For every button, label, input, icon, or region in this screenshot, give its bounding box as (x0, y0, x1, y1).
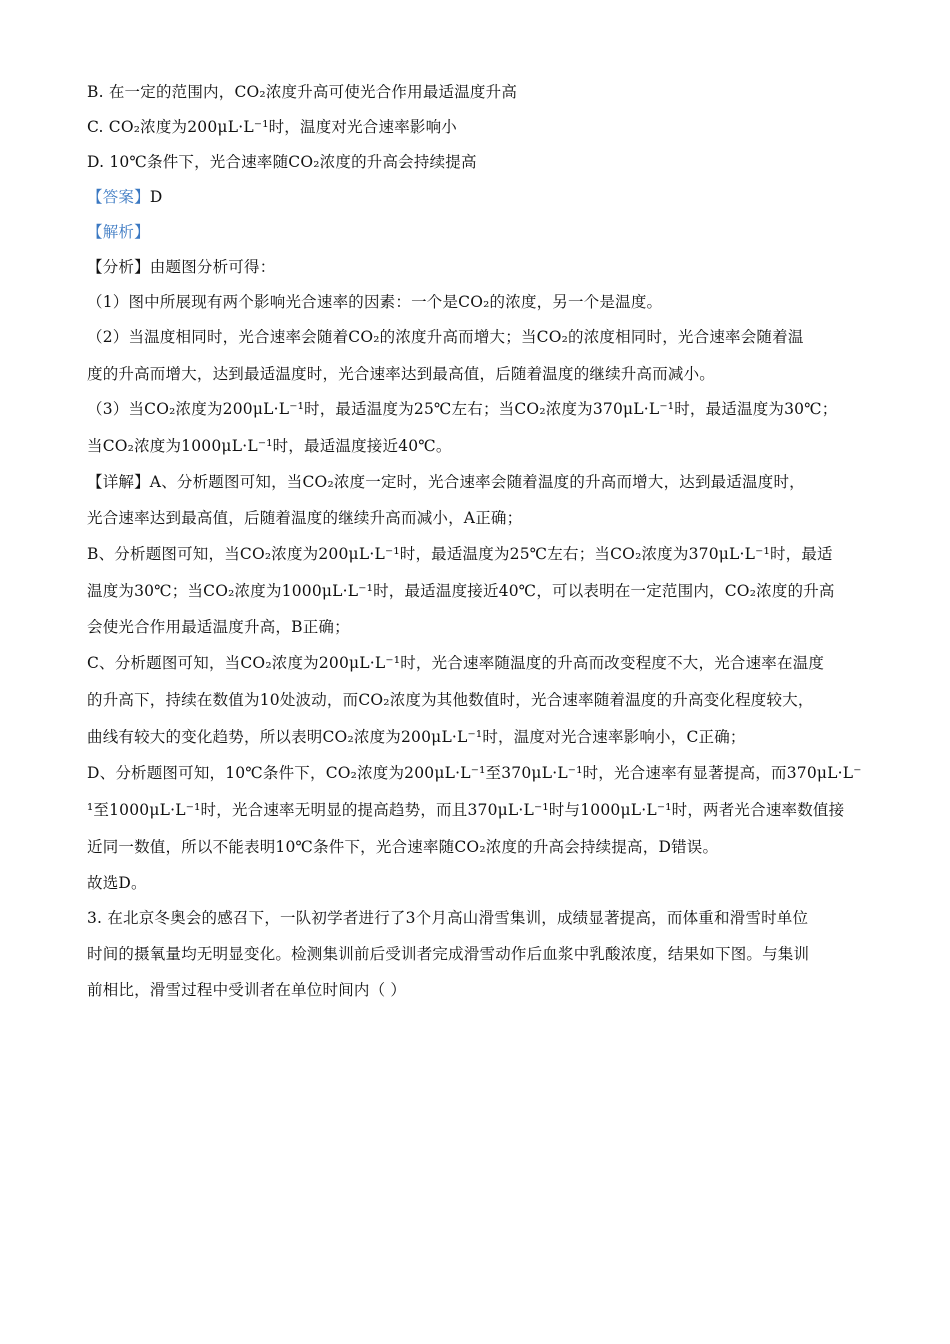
detail-b: B、分析题图可知，当CO₂浓度为200μL·L⁻¹时，最适温度为25℃左右；当CO₂浓度为370μL·L⁻¹时，最适 (87, 545, 833, 563)
detail-a: 【详解】A、分析题图可知，当CO₂浓度一定时，光合速率会随着温度的升高而增大，达到最适温度时， (87, 473, 805, 491)
answer-tag: 【答案】 (87, 188, 150, 206)
detail-b-cont-1: 温度为30℃；当CO₂浓度为1000μL·L⁻¹时，最适温度接近40℃，可以表明在一定范围内，CO₂浓度的升高 (87, 582, 835, 600)
question-3-cont-2: 前相比，滑雪过程中受训者在单位时间内（ ） (87, 981, 407, 999)
option-c: C. CO₂浓度为200μL·L⁻¹时，温度对光合速率影响小 (87, 118, 458, 136)
analysis-point-2-cont: 度的升高而增大，达到最适温度时，光合速率达到最高值，后随着温度的继续升高而减小。 (87, 365, 716, 383)
analysis-point-1: （1）图中所展现有两个影响光合速率的因素：一个是CO₂的浓度，另一个是温度。 (87, 293, 663, 311)
conclusion: 故选D。 (87, 874, 147, 892)
analysis-heading: 【分析】由题图分析可得： (87, 258, 276, 276)
detail-c-cont-2: 曲线有较大的变化趋势，所以表明CO₂浓度为200μL·L⁻¹时，温度对光合速率影响小，C正确； (87, 728, 746, 746)
question-3: 3. 在北京冬奥会的感召下，一队初学者进行了3个月高山滑雪集训，成绩显著提高，而体重和滑雪时单位 (87, 909, 809, 927)
analysis-point-3-cont: 当CO₂浓度为1000μL·L⁻¹时，最适温度接近40℃。 (87, 437, 452, 455)
analysis-tag: 【解析】 (87, 223, 150, 241)
detail-d: D、分析题图可知，10℃条件下，CO₂浓度为200μL·L⁻¹至370μL·L⁻¹时，光合速率有显著提高，而370μL·L⁻ (87, 764, 862, 782)
detail-d-cont-1: ¹至1000μL·L⁻¹时，光合速率无明显的提高趋势，而且370μL·L⁻¹时与1000μL·L⁻¹时，两者光合速率数值接 (87, 801, 845, 819)
detail-c: C、分析题图可知，当CO₂浓度为200μL·L⁻¹时，光合速率随温度的升高而改变程度不大，光合速率在温度 (87, 654, 825, 672)
detail-d-cont-2: 近同一数值，所以不能表明10℃条件下，光合速率随CO₂浓度的升高会持续提高，D错误。 (87, 838, 719, 856)
question-3-cont-1: 时间的摄氧量均无明显变化。检测集训前后受训者完成滑雪动作后血浆中乳酸浓度，结果如下图。与集训 (87, 945, 810, 963)
answer-line (87, 187, 877, 207)
detail-b-cont-2: 会使光合作用最适温度升高，B正确； (87, 618, 350, 636)
analysis-point-3: （3）当CO₂浓度为200μL·L⁻¹时，最适温度为25℃左右；当CO₂浓度为370μL·L⁻¹时，最适温度为30℃； (87, 400, 838, 418)
detail-c-cont-1: 的升高下，持续在数值为10处波动，而CO₂浓度为其他数值时，光合速率随着温度的升高变化程度较大， (87, 691, 814, 709)
option-b: B. 在一定的范围内，CO₂浓度升高可使光合作用最适温度升高 (87, 83, 518, 101)
analysis-point-2: （2）当温度相同时，光合速率会随着CO₂的浓度升高而增大；当CO₂的浓度相同时，光合速率会随着温 (87, 328, 804, 346)
answer-value: D (149, 188, 163, 206)
option-d: D. 10℃条件下，光合速率随CO₂浓度的升高会持续提高 (87, 153, 477, 171)
detail-a-cont: 光合速率达到最高值，后随着温度的继续升高而减小，A正确； (87, 509, 523, 527)
